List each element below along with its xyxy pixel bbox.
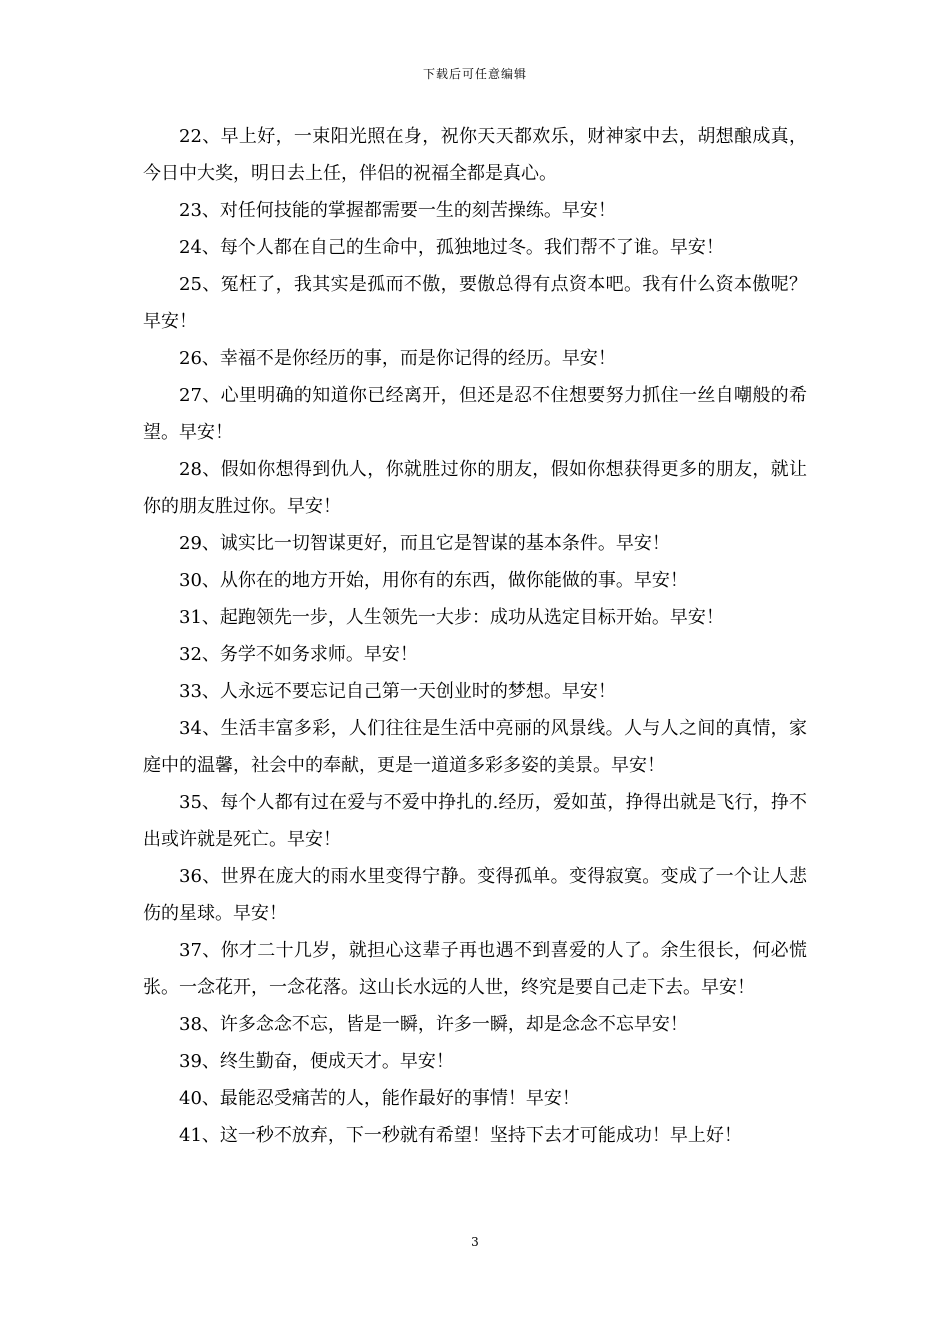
paragraph-33: 33、人永远不要忘记自己第一天创业时的梦想。早安！ xyxy=(179,681,616,702)
paragraph-27: 27、心里明确的知道你已经离开，但还是忍不住想要努力抓住一丝自嘲般的希望。早安！ xyxy=(143,385,807,443)
paragraph-36: 36、世界在庞大的雨水里变得宁静。变得孤单。变得寂寞。变成了一个让人悲伤的星球。早安！ xyxy=(143,866,807,924)
paragraph-23: 23、对任何技能的掌握都需要一生的刻苦操练。早安！ xyxy=(179,200,616,221)
paragraph-25: 25、冤枉了，我其实是孤而不傲，要傲总得有点资本吧。我有什么资本傲呢？早安！ xyxy=(143,274,807,332)
paragraph-35: 35、每个人都有过在爱与不爱中挣扎的.经历，爱如茧，挣得出就是飞行，挣不出或许就是死亡。早安！ xyxy=(143,792,807,850)
paragraph-38: 38、许多念念不忘，皆是一瞬，许多一瞬，却是念念不忘早安！ xyxy=(179,1014,688,1035)
paragraph-22: 22、早上好，一束阳光照在身，祝你天天都欢乐，财神家中去，胡想酿成真，今日中大奖，明日去上任，伴侣的祝福全都是真心。 xyxy=(143,126,807,184)
page-header: 下载后可任意编辑 xyxy=(422,67,527,81)
paragraph-24: 24、每个人都在自己的生命中，孤独地过冬。我们帮不了谁。早安！ xyxy=(179,237,724,258)
paragraph-31: 31、起跑领先一步，人生领先一大步：成功从选定目标开始。早安！ xyxy=(179,607,724,628)
paragraph-37: 37、你才二十几岁，就担心这辈子再也遇不到喜爱的人了。余生很长，何必慌张。一念花开，一念花落。这山长水远的人世，终究是要自己走下去。早安！ xyxy=(143,940,807,998)
paragraph-32: 32、务学不如务求师。早安！ xyxy=(179,644,418,665)
paragraph-30: 30、从你在的地方开始，用你有的东西，做你能做的事。早安！ xyxy=(179,570,688,591)
paragraph-29: 29、诚实比一切智谋更好，而且它是智谋的基本条件。早安！ xyxy=(179,533,670,554)
paragraph-41: 41、这一秒不放弃，下一秒就有希望！坚持下去才可能成功！早上好！ xyxy=(179,1125,742,1146)
paragraph-39: 39、终生勤奋，便成天才。早安！ xyxy=(179,1051,454,1072)
document-body xyxy=(143,118,807,1154)
page-number: 3 xyxy=(471,1235,479,1249)
paragraph-26: 26、幸福不是你经历的事，而是你记得的经历。早安！ xyxy=(179,348,616,369)
paragraph-34: 34、生活丰富多彩，人们往往是生活中亮丽的风景线。人与人之间的真情，家庭中的温馨，社会中的奉献，更是一道道多彩多姿的美景。早安！ xyxy=(143,718,807,776)
paragraph-28: 28、假如你想得到仇人，你就胜过你的朋友，假如你想获得更多的朋友，就让你的朋友胜过你。早安！ xyxy=(143,459,807,517)
paragraph-40: 40、最能忍受痛苦的人，能作最好的事情！早安！ xyxy=(179,1088,580,1109)
